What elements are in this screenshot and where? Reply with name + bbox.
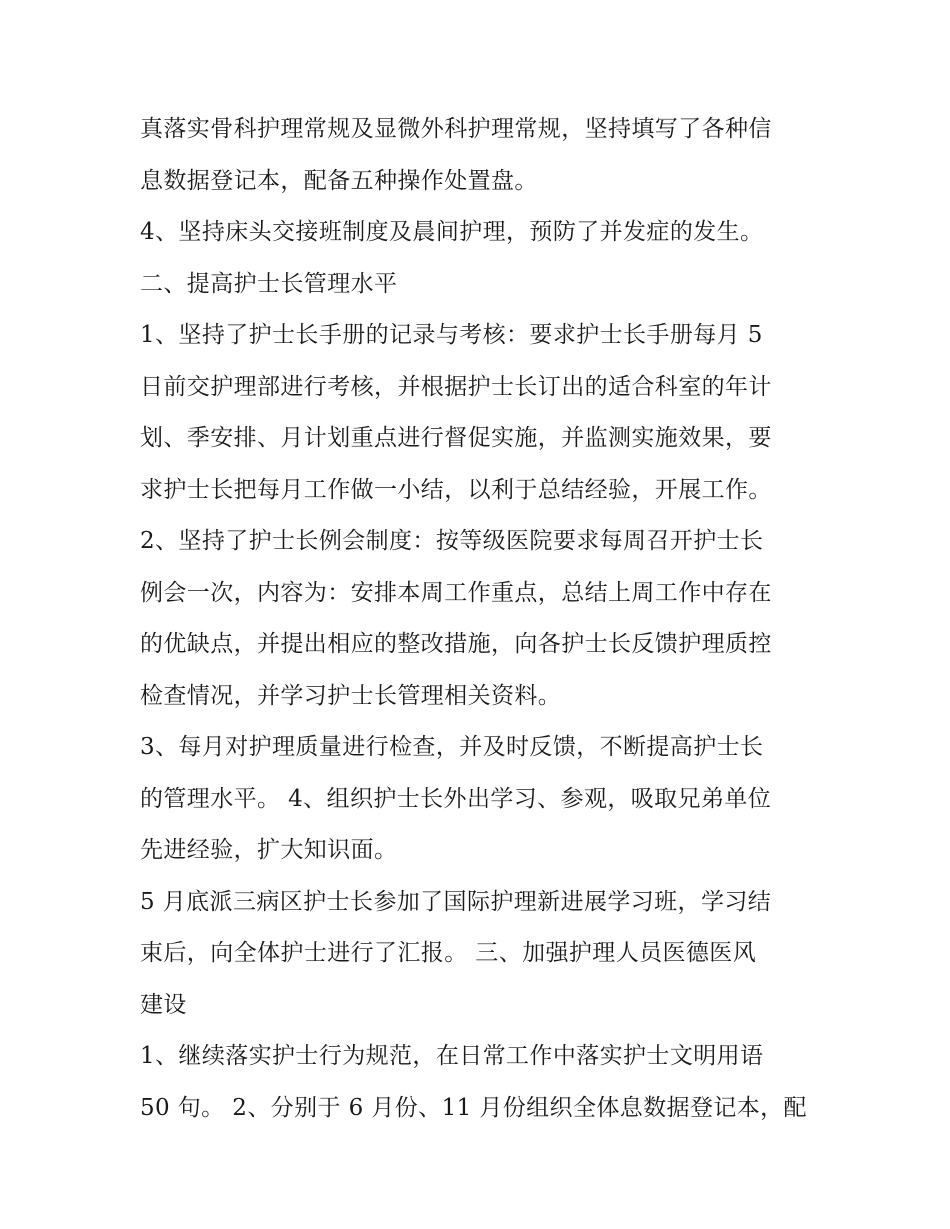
text-line: 真落实骨科护理常规及显微外科护理常规，坚持填写了各种信 bbox=[140, 116, 772, 142]
text-line: 束后，向全体护士进行了汇报。 三、加强护理人员医德医风 bbox=[140, 940, 757, 966]
section-heading: 二、提高护士长管理水平 bbox=[140, 270, 398, 297]
text-line: 建设 bbox=[140, 991, 187, 1018]
text-line: 3、每月对护理质量进行检查，并及时反馈，不断提高护士长 bbox=[140, 734, 764, 760]
text-line: 1、继续落实护士行为规范，在日常工作中落实护士文明用语 bbox=[140, 1043, 764, 1069]
text-line: 的管理水平。 4、组织护士长外出学习、参观，吸取兄弟单位 bbox=[140, 785, 772, 812]
text-line: 2、坚持了护士长例会制度：按等级医院要求每周召开护士长 bbox=[140, 528, 764, 554]
text-line: 50 句。 2、分别于 6 月份、11 月份组织全体息数据登记本，配 bbox=[140, 1094, 807, 1121]
text-line: 日前交护理部进行考核，并根据护士长订出的适合科室的年计 bbox=[140, 373, 772, 400]
text-line: 检查情况，并学习护士长管理相关资料。 bbox=[140, 682, 562, 709]
text-line: 息数据登记本，配备五种操作处置盘。 bbox=[140, 167, 538, 194]
text-line: 先进经验，扩大知识面。 bbox=[140, 837, 398, 863]
text-line: 5 月底派三病区护士长参加了国际护理新进展学习班，学习结 bbox=[140, 888, 772, 915]
text-line: 求护士长把每月工作做一小结，以利于总结经验，开展工作。 bbox=[140, 476, 772, 503]
text-line: 的优缺点，并提出相应的整改措施，向各护士长反馈护理质控 bbox=[140, 631, 772, 657]
text-line: 例会一次，内容为：安排本周工作重点，总结上周工作中存在 bbox=[140, 579, 772, 606]
text-line: 1、坚持了护士长手册的记录与考核：要求护士长手册每月 5 bbox=[140, 322, 763, 348]
text-line: 4、坚持床头交接班制度及晨间护理，预防了并发症的发生。 bbox=[140, 219, 764, 245]
text-line: 划、季安排、月计划重点进行督促实施，并监测实施效果，要 bbox=[140, 425, 772, 451]
document-body bbox=[140, 104, 820, 1134]
